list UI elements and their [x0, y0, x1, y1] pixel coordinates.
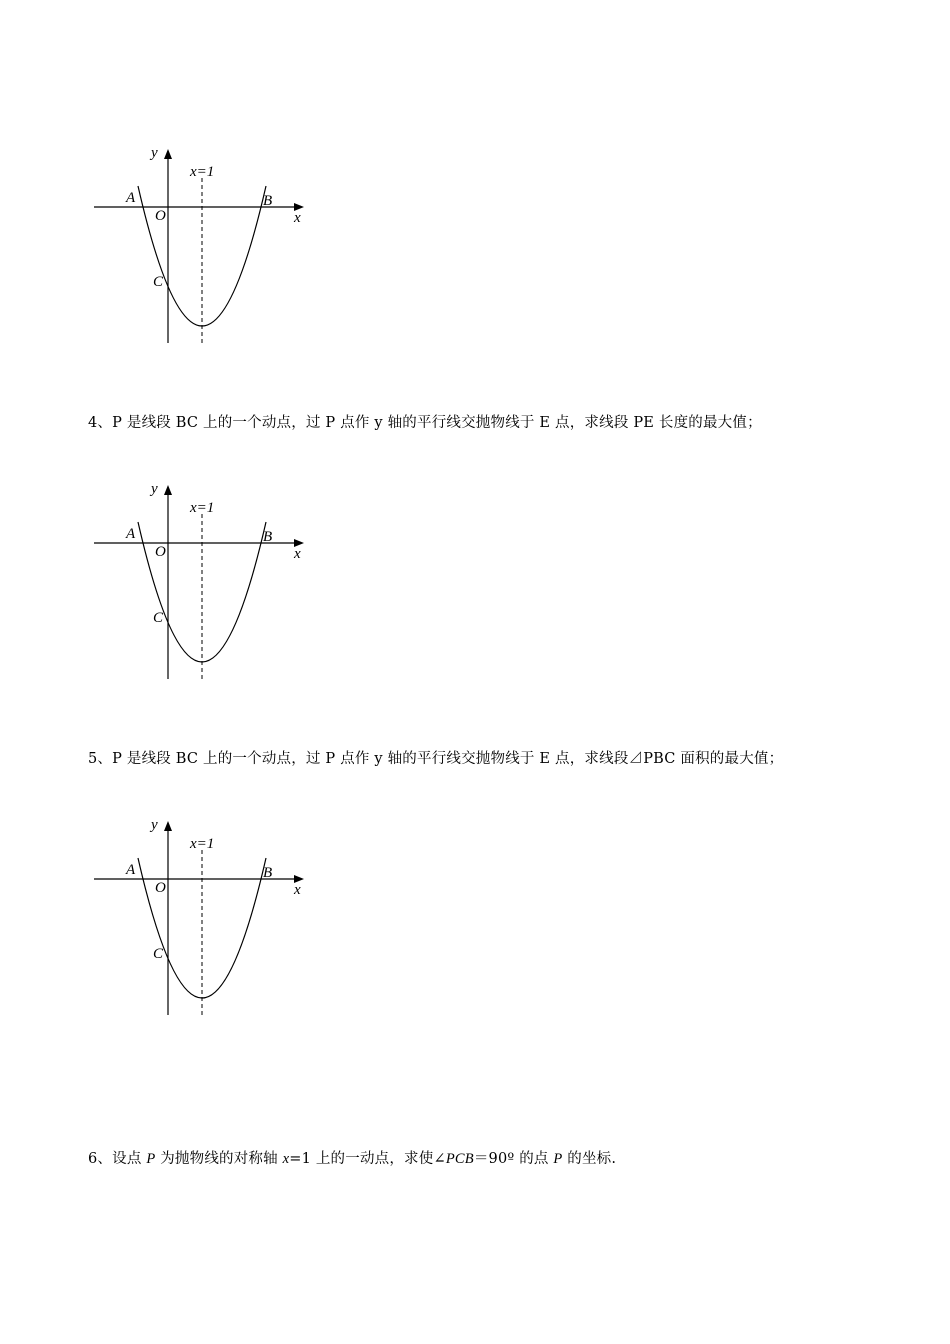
origin-label: O [155, 208, 166, 224]
point-c-label: C [153, 610, 164, 626]
q6-text-5: 的坐标. [562, 1151, 617, 1167]
y-label: y [151, 145, 158, 161]
q6-text-4: ＝90º 的点 [473, 1151, 554, 1167]
q6-var-x: x [282, 1151, 290, 1167]
x-label: x [294, 210, 301, 226]
axis-line-label: x=1 [190, 164, 215, 180]
y-axis-arrow [164, 485, 172, 495]
q6-text-2: 为抛物线的对称轴 [155, 1151, 283, 1167]
origin-label: O [155, 880, 166, 896]
x-label: x [294, 546, 301, 562]
question-4: 4、P 是线段 BC 上的一个动点，过 P 点作 y 轴的平行线交抛物线于 E 点，求线段 PE 长度的最大值； [88, 415, 762, 431]
q6-point-p-2: P [553, 1151, 563, 1167]
x-label: x [294, 882, 301, 898]
y-axis-arrow [164, 149, 172, 159]
point-a-label: A [126, 526, 136, 542]
point-a-label: A [126, 190, 136, 206]
parabola-figure-3 [90, 812, 310, 1022]
y-label: y [151, 817, 158, 833]
point-b-label: B [263, 193, 273, 209]
y-axis-arrow [164, 821, 172, 831]
y-label: y [151, 481, 158, 497]
axis-line-label: x=1 [190, 836, 215, 852]
q6-point-p: P [146, 1151, 156, 1167]
point-b-label: B [263, 529, 273, 545]
question-5: 5、P 是线段 BC 上的一个动点，过 P 点作 y 轴的平行线交抛物线于 E 点，求线段⊿PBC 面积的最大值； [88, 751, 784, 767]
point-c-label: C [153, 274, 164, 290]
axis-line-label: x=1 [190, 500, 215, 516]
parabola-figure-2 [90, 476, 310, 686]
parabola-figure-1 [90, 140, 310, 350]
point-c-label: C [153, 946, 164, 962]
q6-text-1: 6、设点 [88, 1151, 147, 1167]
question-6 [88, 1149, 616, 1169]
point-a-label: A [126, 862, 136, 878]
origin-label: O [155, 544, 166, 560]
q6-angle-pcb: PCB [445, 1151, 474, 1167]
q6-text-3: =1 上的一动点，求使∠ [289, 1151, 446, 1167]
point-b-label: B [263, 865, 273, 881]
